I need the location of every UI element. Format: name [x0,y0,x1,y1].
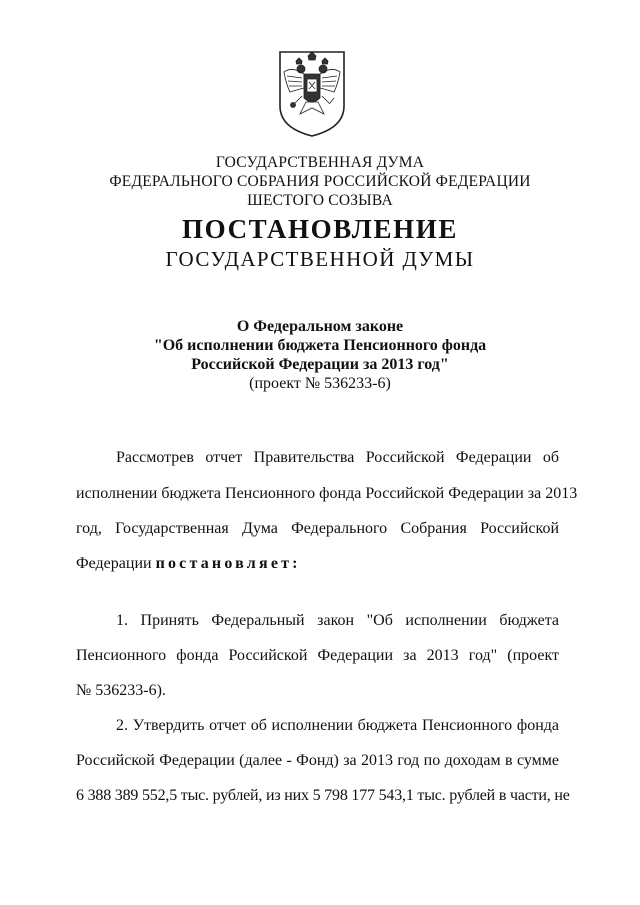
decision-keyword: постановляет: [155,555,301,572]
paragraph-3-line-3: 6 388 389 552,5 тыс. рублей, из них 5 798 177 543,1 тыс. рублей в части, не [76,787,570,804]
paragraph-3-line-1: 2. Утвердить отчет об исполнении бюджета Пенсионного фонда [116,717,559,734]
document-title: ПОСТАНОВЛЕНИЕ [182,214,458,244]
subject-line-3: Российской Федерации за 2013 год" [191,356,449,373]
paragraph-1-line-3: год, Государственная Дума Федерального Собрания Российской [76,520,559,537]
paragraph-3-line-2: Российской Федерации (далее - Фонд) за 2013 год по доходам в сумме [76,752,559,769]
paragraph-1-line-4-text: Федерации [76,555,152,572]
paragraph-1-line-4 [76,555,559,573]
paragraph-1-line-2: исполнении бюджета Пенсионного фонда Российской Федерации за 2013 [76,485,578,502]
subject-line-4: (проект № 536233-6) [249,375,391,392]
paragraph-2-line-3: № 536233-6). [76,682,166,699]
paragraph-1-line-1: Рассмотрев отчет Правительства Российской Федерации об [116,449,559,466]
header-line-1: ГОСУДАРСТВЕННАЯ ДУМА [215,154,425,171]
document-subtitle: ГОСУДАРСТВЕННОЙ ДУМЫ [165,247,475,271]
subject-line-2: "Об исполнении бюджета Пенсионного фонда [153,337,487,354]
paragraph-2-line-2: Пенсионного фонда Российской Федерации за 2013 год" (проект [76,647,559,664]
header-line-2: ФЕДЕРАЛЬНОГО СОБРАНИЯ РОССИЙСКОЙ ФЕДЕРАЦИИ [109,173,531,190]
header-line-3: ШЕСТОГО СОЗЫВА [247,192,393,209]
coat-of-arms-emblem [274,48,350,138]
paragraph-2-line-1: 1. Принять Федеральный закон "Об исполнении бюджета [116,612,559,629]
subject-line-1: О Федеральном законе [236,318,404,335]
